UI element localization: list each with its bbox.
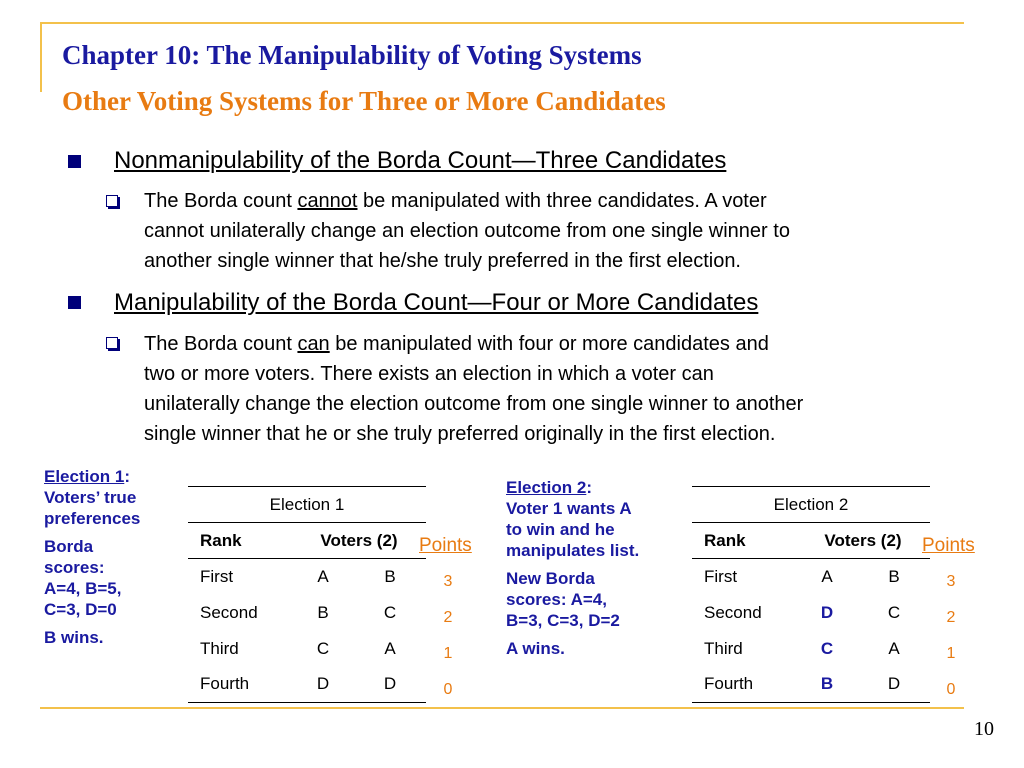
frame-top-line [40,22,964,24]
slide-title: Chapter 10: The Manipulability of Voting Systems [62,40,642,70]
bullet-heading-2: Manipulability of the Borda Count—Four or More Candidates [114,289,759,316]
column-header-voters: Voters (2) [292,523,426,559]
table-row: First A B [704,566,900,586]
table-row: First A B [200,566,396,586]
points-column-1: 3 2 1 0 [443,573,453,698]
frame-bottom-line [40,707,964,709]
frame-left-line [40,22,42,92]
column-header-voters: Voters (2) [796,523,930,559]
table-caption: Election 2 [692,487,930,523]
table-caption: Election 1 [188,487,426,523]
election2-table [692,486,930,703]
bullet-text-2: The Borda count can be manipulated with four or more candidates and two or more voters. There exists an election in which a voter can unilaterally change the election outcome from one single winner to another single winner that he or she truly preferred originally in the first election. [144,333,804,445]
checkbox-bullet-icon [106,337,118,349]
election2-note: Election 2: Voter 1 wants A to win and he manipulates list. New Borda scores: A=4, B=3, C=3, D=2 A wins. [506,478,640,658]
points-label-2: Points [922,535,975,556]
bullet-text-1: The Borda count cannot be manipulated with three candidates. A voter cannot unilaterally change an election outcome from one single winner to another single winner that he/she truly preferred in the first election. [144,190,790,272]
column-header-rank: Rank [692,523,796,559]
table-row: Third C A [704,638,900,658]
column-header-rank: Rank [188,523,292,559]
points-column-2: 3 2 1 0 [946,573,956,698]
bullet-square-icon [68,296,81,309]
checkbox-bullet-icon [106,195,118,207]
slide-subtitle: Other Voting Systems for Three or More Candidates [62,86,666,116]
bullet-square-icon [68,155,81,168]
table-row: Second D C [704,602,901,622]
table-row: Third C A [200,638,396,658]
election1-note: Election 1: Voters’ true preferences Borda scores: A=4, B=5, C=3, D=0 B wins. [44,467,141,647]
bullet-heading-1: Nonmanipulability of the Borda Count—Three Candidates [114,147,727,174]
points-label-1: Points [419,535,472,556]
emphasis-can: can [297,333,330,355]
emphasis-cannot: cannot [297,190,358,212]
table-row: Second B C [200,602,397,622]
table-row: Fourth B D [692,667,930,703]
page-number: 10 [974,718,994,740]
election1-table [188,486,426,703]
table-row: Fourth D D [188,667,426,703]
